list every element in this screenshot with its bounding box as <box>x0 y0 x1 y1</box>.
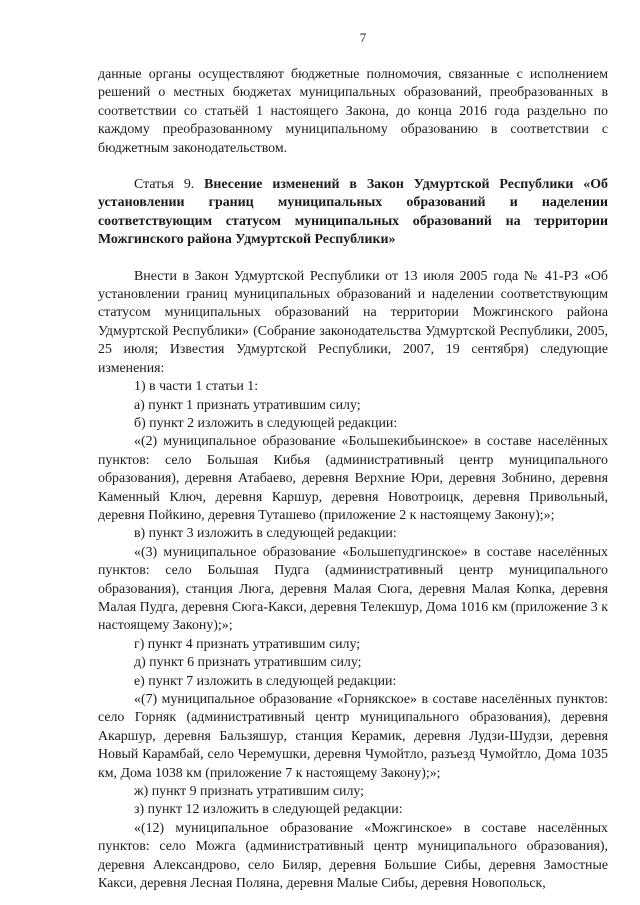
list-item-e: е) пункт 7 изложить в следующей редакции: <box>134 673 397 689</box>
page-number: 7 <box>359 30 367 45</box>
quote-item-3: «(3) муниципальное образование «Большепудгинское» в составе населённых пунктов: село Большая Пудга (административный центр муниципального образования), станция Люга, деревня Малая Сюга, деревня Малая Копка, деревня Малая Пудга, деревня Сюга-Какси, деревня Телекшур, Дома 1016 км (приложение 3 к настоящему Закону);»; <box>98 544 608 634</box>
paragraph-amend-law: Внести в Закон Удмуртской Республики от 13 июля 2005 года № 41-РЗ «Об установлении границ муниципальных образований и наделении соответствующим статусом муниципальных образований на территории Можгинского района Удмуртской Республики» (Собрание законодательства Удмуртской Республики, 2005, 25 июля; Известия Удмуртской Республики, 2007, 19 сентября) следующие изменения: <box>98 268 608 376</box>
list-item-zh: ж) пункт 9 признать утратившим силу; <box>134 784 364 800</box>
list-item-part-1: 1) в части 1 статьи 1: <box>134 379 259 395</box>
list-item-b: б) пункт 2 изложить в следующей редакции: <box>134 415 398 431</box>
article-heading <box>98 176 608 250</box>
list-item-v: в) пункт 3 изложить в следующей редакции: <box>134 526 397 542</box>
article-number: Статья 9. <box>134 177 205 193</box>
quote-item-2: «(2) муниципальное образование «Большекибьинское» в составе населённых пунктов: село Большая Кибья (административный центр муниципального образования), деревня Атабаево, деревня Верхние Юри, деревня Зобнино, деревня Каменный Ключ, деревня Каршур, деревня Новотроицк, деревня Привольный, деревня Пойкино, деревня Туташево (приложение 2 к настоящему Закону);»; <box>98 434 608 523</box>
document-body <box>98 66 608 893</box>
article-title: Внесение изменений в Закон Удмуртской Республики «Об установлении границ муниципальных образований и наделении соответствующим статусом муниципальных образований на территории Можгинского района Удмуртской Республики» <box>98 177 608 248</box>
list-item-a: а) пункт 1 признать утратившим силу; <box>134 397 361 413</box>
list-item-z: з) пункт 12 изложить в следующей редакции: <box>134 802 403 818</box>
quote-item-12: «(12) муниципальное образование «Можгинское» в составе населённых пунктов: село Можга (административный центр муниципального образования), деревня Александрово, село Биляр, деревня Большие Сибы, деревня Замостные Какси, деревня Лесная Поляна, деревня Малые Сибы, деревня Новопольск, <box>98 820 608 892</box>
paragraph-budget-powers: данные органы осуществляют бюджетные полномочия, связанные с исполнением решений о местных бюджетах муниципальных образований, преобразованных в соответствии со статьёй 1 настоящего Закона, до конца 2016 года раздельно по каждому преобразованному муниципальному образованию в соответствии с бюджетным законодательством. <box>98 67 608 156</box>
list-item-g: г) пункт 4 признать утратившим силу; <box>134 636 361 652</box>
quote-item-7: «(7) муниципальное образование «Горнякское» в составе населённых пунктов: село Горняк (административный центр муниципального образования), деревня Акаршур, деревня Бальзяшур, станция Керамик, деревня Лудзи-Шудзи, деревня Новый Карамбай, село Черемушки, деревня Чумойтло, разъезд Чумойтло, Дома 1035 км, Дома 1038 км (приложение 7 к настоящему Закону);»; <box>98 692 608 781</box>
list-item-d: д) пункт 6 признать утратившим силу; <box>134 655 362 671</box>
